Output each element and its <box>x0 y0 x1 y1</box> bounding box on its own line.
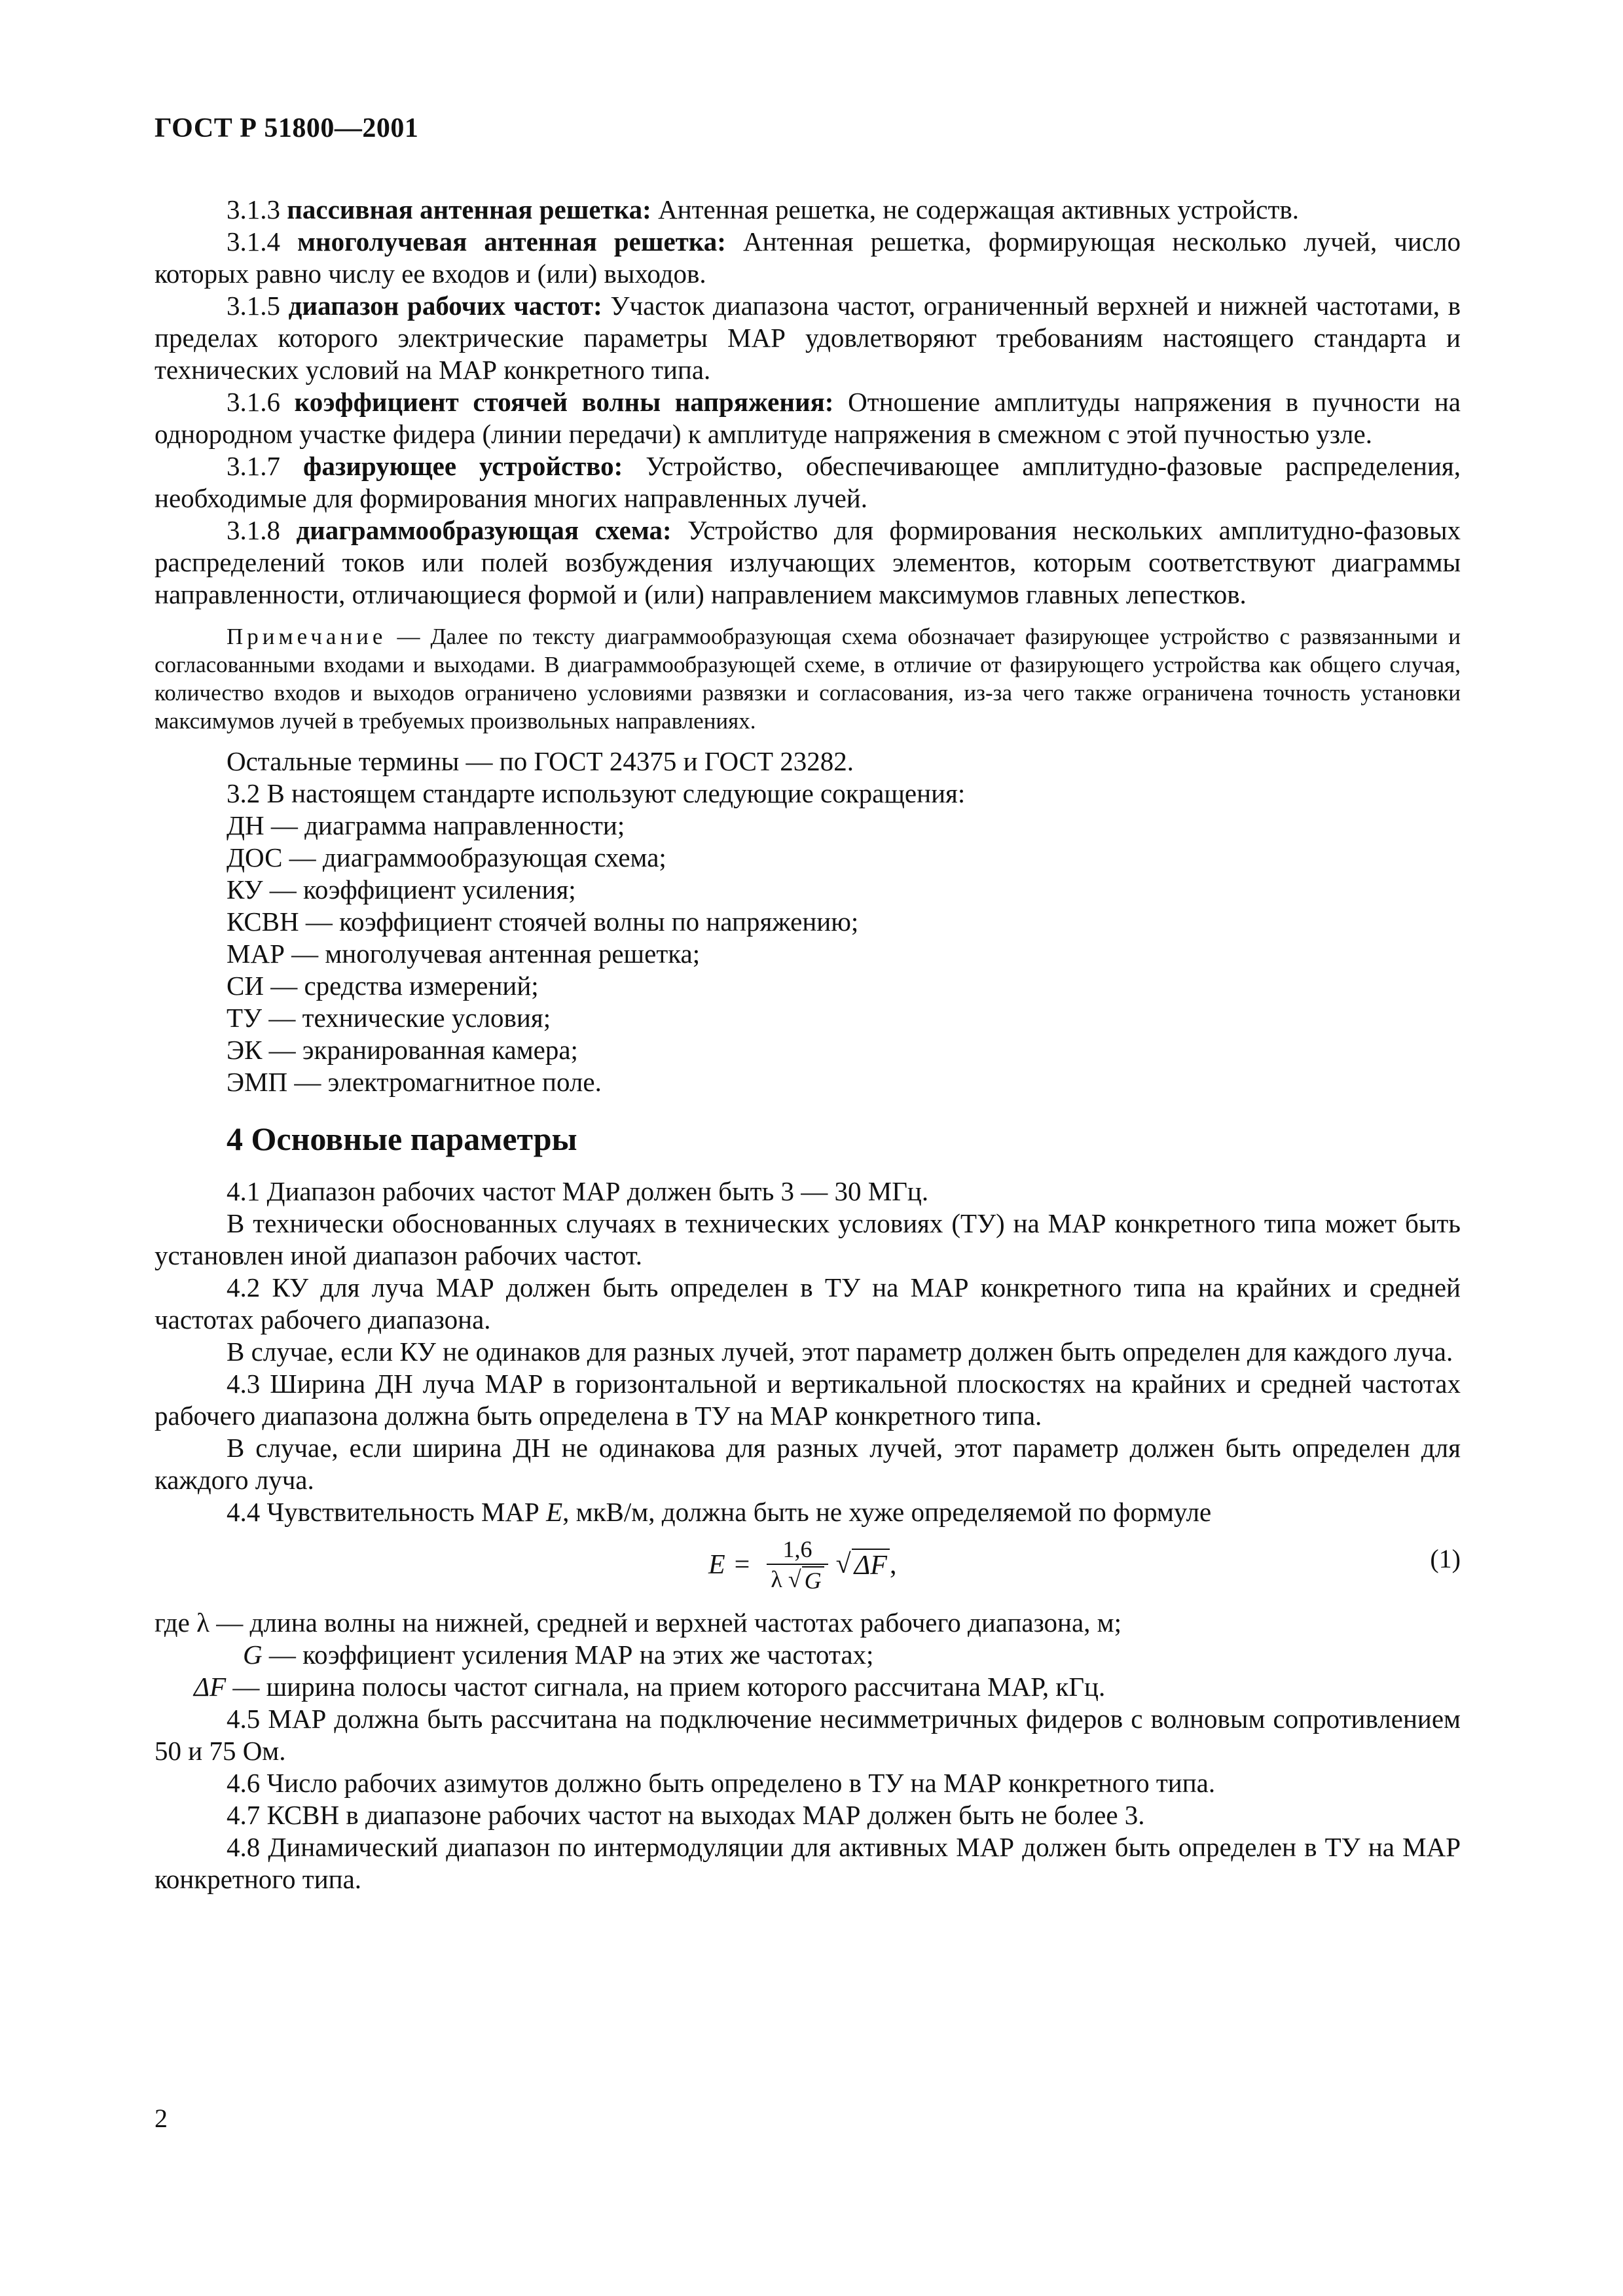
sqrt-g: √ G <box>788 1566 824 1594</box>
abbreviation-item: ДОС — диаграммообразующая схема; <box>227 842 666 872</box>
clause-4-2-cont: В случае, если КУ не одинаков для разных лучей, этот параметр должен быть определен для каждого луча. <box>227 1336 1453 1367</box>
abbreviation-item: СИ — средства измерений; <box>227 971 539 1001</box>
clause-4-1-cont: В технически обоснованных случаях в технических условиях (ТУ) на МАР конкретного типа может быть установлен иной диапазон рабочих частот. <box>155 1208 1461 1270</box>
formula-where-g: G — коэффициент усиления МАР на этих же частотах; <box>243 1640 874 1670</box>
sqrt-icon: √ <box>788 1566 801 1592</box>
page-content <box>155 194 1461 1895</box>
formula-where-lambda: где λ — длина волны на нижней, средней и верхней частотах рабочего диапазона, м; <box>155 1607 1122 1638</box>
clause-4-2: 4.2 КУ для луча МАР должен быть определен в ТУ на МАР конкретного типа на крайних и средней частотах рабочего диапазона. <box>155 1272 1461 1335</box>
note-label: Примечание <box>227 624 387 649</box>
clause-4-8: 4.8 Динамический диапазон по интермодуляции для активных МАР должен быть определен в ТУ на МАР конкретного типа. <box>155 1832 1461 1894</box>
abbreviations-intro: 3.2 В настоящем стандарте используют следующие сокращения: <box>227 778 966 808</box>
clause-4-1: 4.1 Диапазон рабочих частот МАР должен быть 3 — 30 МГц. <box>227 1176 929 1206</box>
term-3-1-8: 3.1.8 диаграммообразующая схема: Устройство для формирования нескольких амплитудно-фазовых распределений токов или полей возбуждения излучающих элементов, которым соответствуют диаграммы направленности, отличающиеся формой и (или) направлением максимумов главных лепестков. <box>155 515 1461 609</box>
clause-4-3-cont: В случае, если ширина ДН не одинакова для разных лучей, этот параметр должен быть определен для каждого луча. <box>155 1433 1461 1495</box>
formula-number: (1) <box>1430 1544 1461 1573</box>
clause-4-3: 4.3 Ширина ДН луча МАР в горизонтальной и вертикальной плоскостях на крайних и средней частотах рабочего диапазона должна быть определена в ТУ на МАР конкретного типа. <box>155 1369 1461 1431</box>
formula-where-delta-f: ΔF — ширина полосы частот сигнала, на прием которого рассчитана МАР, кГц. <box>194 1672 1106 1702</box>
abbreviation-item: ЭК — экранированная камера; <box>227 1035 578 1065</box>
term-3-1-3: 3.1.3 пассивная антенная решетка: Антенная решетка, не содержащая активных устройств. <box>227 194 1300 224</box>
clause-4-6: 4.6 Число рабочих азимутов должно быть определено в ТУ на МАР конкретного типа. <box>227 1768 1216 1798</box>
formula-denominator: λ √ G <box>767 1564 828 1594</box>
sqrt-delta-f: √ ΔF <box>836 1549 890 1582</box>
document-header: ГОСТ Р 51800—2001 <box>155 113 419 143</box>
term-3-1-4: 3.1.4 многолучевая антенная решетка: Антенная решетка, формирующая несколько лучей, число которых равно числу ее входов и (или) выходов. <box>155 226 1461 289</box>
term-3-1-7: 3.1.7 фазирующее устройство: Устройство, обеспечивающее амплитудно-фазовые распределения, необходимые для формирования многих направленных лучей. <box>155 451 1461 513</box>
clause-4-5: 4.5 МАР должна быть рассчитана на подключение несимметричных фидеров с волновым сопротивлением 50 и 75 Ом. <box>155 1704 1461 1766</box>
abbreviation-item: ДН — диаграмма направленности; <box>227 810 625 840</box>
formula-expression: E = 1,6 λ √ G √ ΔF , <box>708 1536 897 1594</box>
note-text: — Далее по тексту диаграммообразующая схема обозначает фазирующее устройство с развязанными и согласованными входами и выходами. В диаграммообразующей схеме, в отличие от фазирующего устройства как общего случая, количество входов и выходов ограничено условиями развязки и согласования, из-за чего также ограничена точность установки максимумов лучей в требуемых произвольных направлениях. <box>155 624 1461 734</box>
page-number: 2 <box>155 2104 168 2133</box>
formula-fraction <box>767 1536 828 1594</box>
formula-equals: = <box>734 1549 750 1580</box>
section-4-title: 4 Основные параметры <box>227 1121 577 1157</box>
formula-1 <box>155 1531 1461 1603</box>
abbreviation-item: ЭМП — электромагнитное поле. <box>227 1067 602 1097</box>
term-3-1-6: 3.1.6 коэффициент стоячей волны напряжения: Отношение амплитуды напряжения в пучности на однородном участке фидера (линии передачи) к амплитуде напряжения в смежном с этой пучностью узле. <box>155 387 1461 449</box>
abbreviation-item: КСВН — коэффициент стоячей волны по напряжению; <box>227 906 859 937</box>
abbreviation-item: КУ — коэффициент усиления; <box>227 874 576 905</box>
formula-numerator: 1,6 <box>782 1536 812 1562</box>
note-paragraph <box>155 622 1461 735</box>
abbreviation-item: МАР — многолучевая антенная решетка; <box>227 939 701 969</box>
abbreviation-item: ТУ — технические условия; <box>227 1003 551 1033</box>
term-3-1-5: 3.1.5 диапазон рабочих частот: Участок диапазона частот, ограниченный верхней и нижней частотами, в пределах которого электрические параметры МАР удовлетворяют требованиям настоящего стандарта и технических условий на МАР конкретного типа. <box>155 291 1461 385</box>
clause-4-4: 4.4 Чувствительность МАР E, мкВ/м, должна быть не хуже определяемой по формуле <box>227 1497 1212 1527</box>
clause-4-7: 4.7 КСВН в диапазоне рабочих частот на выходах МАР должен быть не более 3. <box>227 1800 1145 1830</box>
formula-lhs: E <box>708 1549 725 1580</box>
sqrt-icon: √ <box>835 1549 851 1579</box>
other-terms: Остальные термины — по ГОСТ 24375 и ГОСТ 23282. <box>227 746 854 776</box>
